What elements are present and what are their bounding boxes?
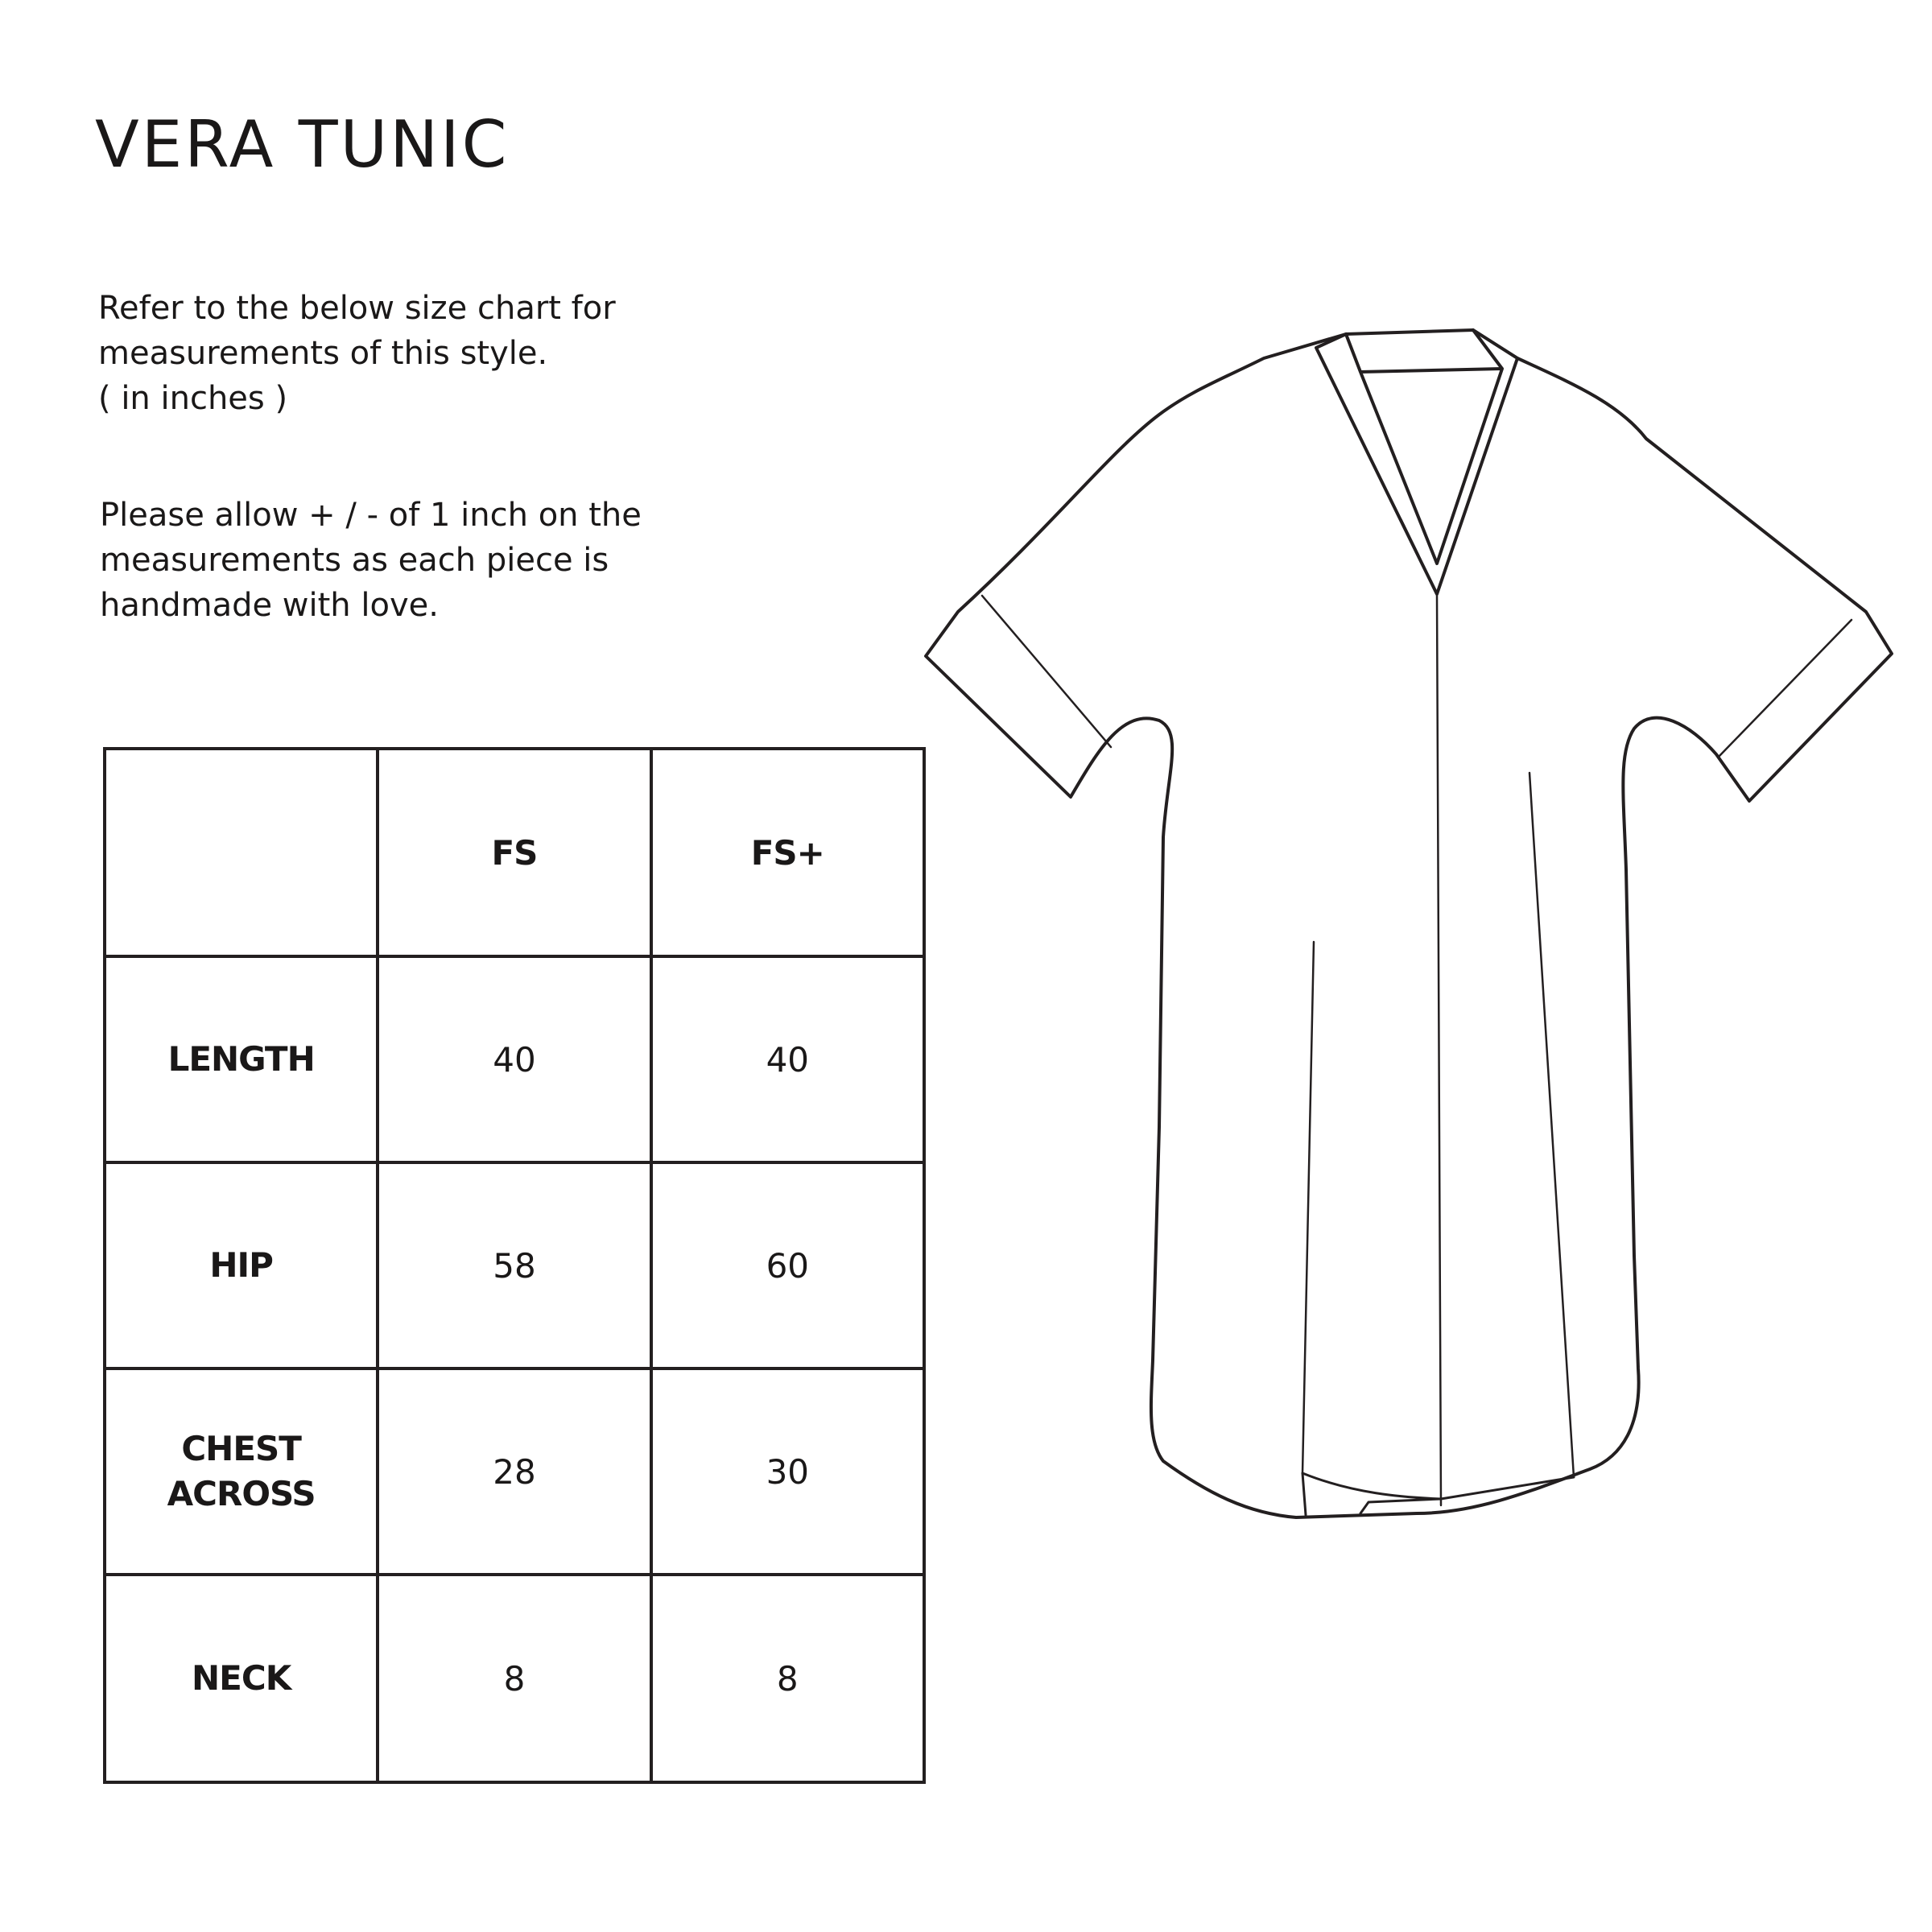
row-label-chest-across: CHEST ACROSS [105,1368,378,1575]
cell-length-fs-plus: 40 [651,956,924,1162]
cell-neck-fs-plus: 8 [651,1575,924,1782]
row-label-hip: HIP [105,1162,378,1368]
hem-fold [1302,1473,1574,1515]
cell-hip-fs: 58 [378,1162,650,1368]
row-label-length: LENGTH [105,956,378,1162]
table-header-row [105,749,924,956]
column-header-fs: FS [378,749,650,956]
intro-line-2: measurements of this style. [98,335,548,372]
intro-text [98,286,616,421]
tolerance-note [100,493,642,628]
note-line-3: handmade with love. [100,587,439,624]
cell-chest-across-fs: 28 [378,1368,650,1575]
tunic-sketch-icon [918,314,1908,1538]
centre-seam [1437,594,1441,1505]
tunic-outline [926,330,1892,1517]
intro-line-3: ( in inches ) [98,380,288,417]
cell-neck-fs: 8 [378,1575,650,1782]
cell-chest-across-fs-plus: 30 [651,1368,924,1575]
table-row-hip [105,1162,924,1368]
page-title: VERA TUNIC [95,107,510,182]
table-row-neck [105,1575,924,1782]
intro-line-1: Refer to the below size chart for [98,290,616,327]
collar-inner-fold [1401,519,1418,555]
right-panel-seam [1530,773,1574,1477]
size-chart-table [103,747,926,1784]
table-row-length [105,956,924,1162]
left-panel-seam [1302,942,1314,1473]
table-corner-cell [105,749,378,956]
right-sleeve-cuff [1719,620,1852,757]
note-line-1: Please allow + / - of 1 inch on the [100,497,642,534]
cell-hip-fs-plus: 60 [651,1162,924,1368]
cell-length-fs: 40 [378,956,650,1162]
row-label-neck: NECK [105,1575,378,1782]
left-sleeve-cuff [982,596,1111,747]
column-header-fs-plus: FS+ [651,749,924,956]
note-line-2: measurements as each piece is [100,542,609,579]
table-row-chest-across [105,1368,924,1575]
